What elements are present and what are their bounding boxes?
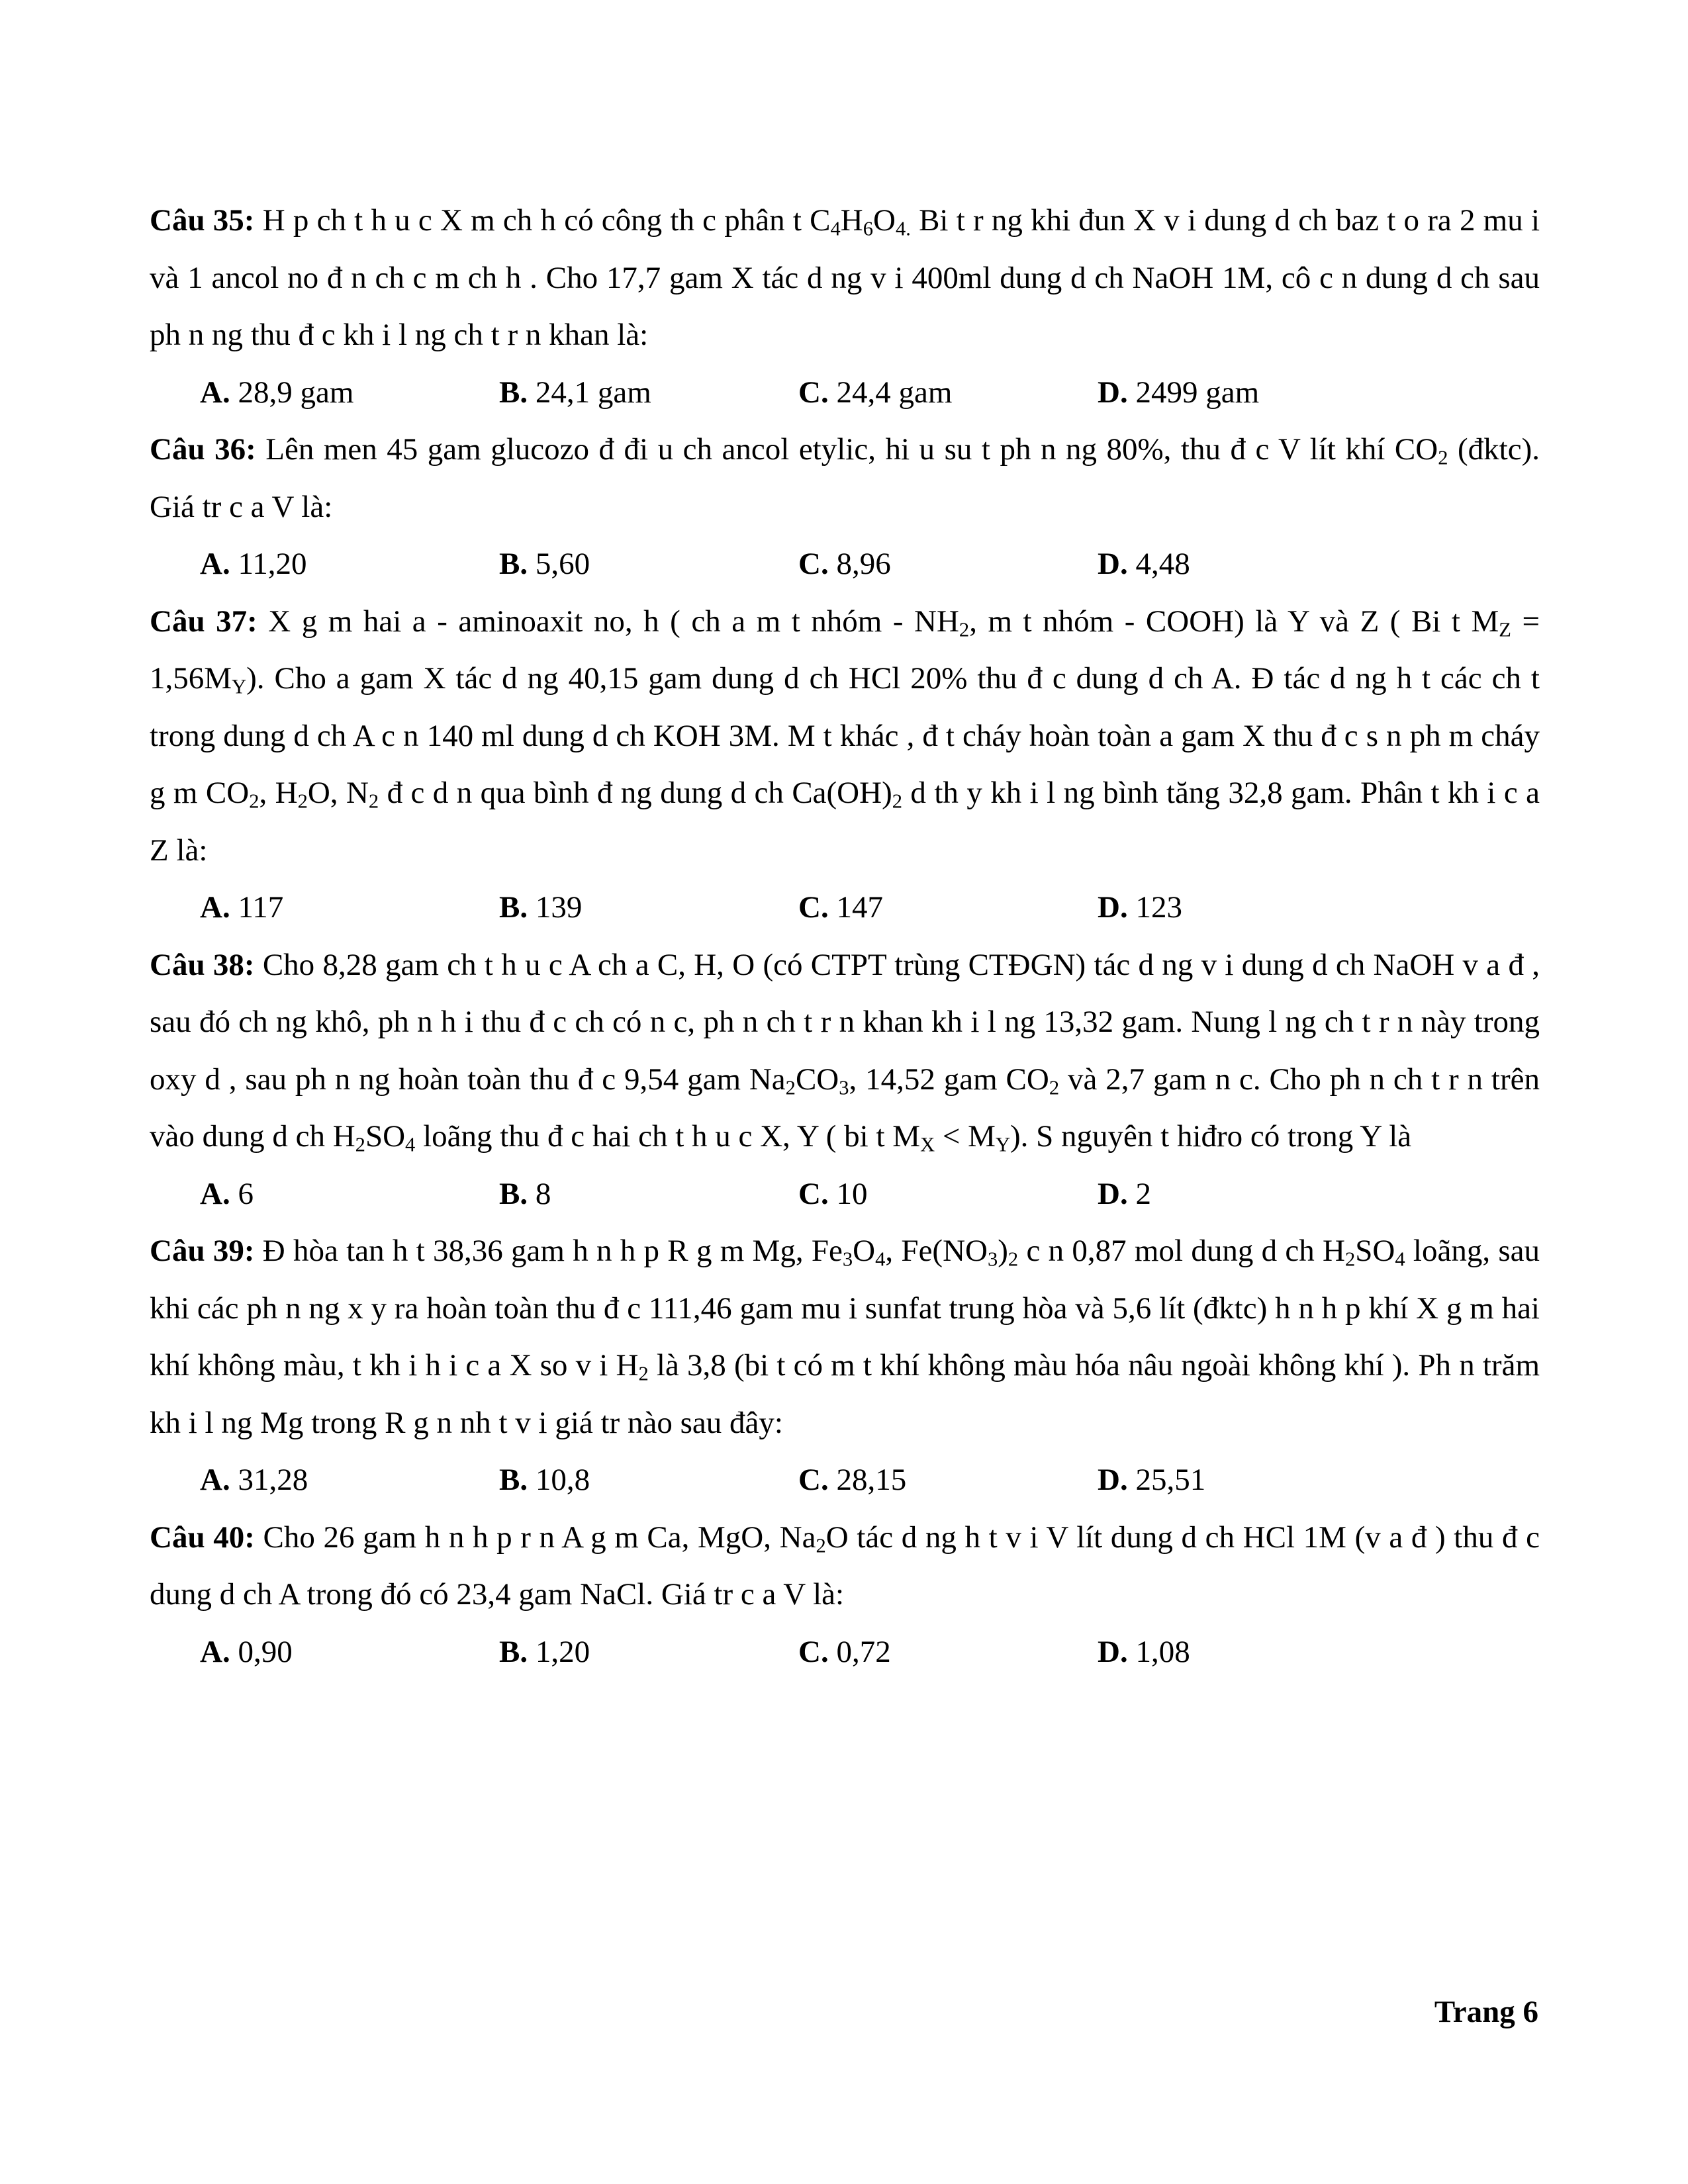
option-b[interactable]: B. 1,20 bbox=[499, 1634, 590, 1669]
question-label: Câu 38: bbox=[150, 947, 255, 982]
question-label: Câu 39: bbox=[150, 1234, 255, 1268]
question-38 bbox=[150, 936, 1540, 1223]
option-b[interactable]: B. 8 bbox=[499, 1176, 551, 1211]
question-stem: Câu 38: Cho 8,28 gam ch t h u c A ch a C, H, O (có CTPT trùng CTĐGN) tác d ng v i dung d ch NaOH v a đ , sau đó ch ng khô, ph n h i thu đ c ch có n c, ph n ch t r n khan kh i l ng 13,32 gam. Nung l ng ch t r n này trong oxy d , sau ph n ng hoàn toàn thu đ c 9,54 gam $Na_2CO_3$, 14,52 gam $CO_2$ và 2,7 gam n c. Cho ph n ch t r n trên vào dung d ch $H_2SO_4$ loãng thu đ c hai ch t h u c X, Y ( bi t $M_X < M_Y$). S nguyên t hiđro có trong Y là bbox=[150, 947, 1540, 1156]
option-a[interactable]: A. 0,90 bbox=[200, 1634, 293, 1669]
option-c[interactable]: C. 147 bbox=[798, 890, 883, 925]
question-label: Câu 40: bbox=[150, 1520, 255, 1555]
option-a[interactable]: A. 117 bbox=[200, 890, 284, 925]
answer-options bbox=[150, 1451, 1540, 1509]
question-stem: Câu 37: X g m hai a - aminoaxit no, h ( ch a m t nhóm - $NH_2$, m t nhóm - COOH) là Y và Z ( Bi t $M_Z = 1,56M_Y$). Cho a gam X tác d ng 40,15 gam dung d ch HCl 20% thu đ c dung d ch A. Đ tác d ng h t các ch t trong dung d ch A c n 140 ml dung d ch KOH 3M. M t khác , đ t cháy hoàn toàn a gam X thu đ c s n ph m cháy g m $CO_2$, $H_2O$, $N_2$ đ c d n qua bình đ ng dung d ch $Ca(OH)_2$ d th y kh i l ng bình tăng 32,8 gam. Phân t kh i c a Z là: bbox=[150, 604, 1540, 868]
question-stem: Câu 35: H p ch t h u c X m ch h có công th c phân t $C_4H_6O_{4.}$ Bi t r ng khi đun X v i dung d ch baz t o ra 2 mu i và 1 ancol no đ n ch c m ch h . Cho 17,7 gam X tác d ng v i 400ml dung d ch NaOH 1M, cô c n dung d ch sau ph n ng thu đ c kh i l ng ch t r n khan là: bbox=[150, 203, 1540, 352]
question-list bbox=[150, 192, 1540, 1680]
question-36 bbox=[150, 421, 1540, 593]
answer-options bbox=[150, 879, 1540, 936]
question-stem: Câu 36: Lên men 45 gam glucozo đ đi u ch ancol etylic, hi u su t ph n ng 80%, thu đ c V lít khí $CO_2$ (đktc). Giá tr c a V là: bbox=[150, 432, 1540, 524]
option-d[interactable]: D. 2499 gam bbox=[1098, 375, 1260, 410]
option-b[interactable]: B. 5,60 bbox=[499, 547, 590, 581]
answer-options bbox=[150, 364, 1540, 422]
option-a[interactable]: A. 31,28 bbox=[200, 1463, 308, 1497]
option-a[interactable]: A. 6 bbox=[200, 1176, 254, 1211]
question-35 bbox=[150, 192, 1540, 421]
question-stem: Câu 40: Cho 26 gam h n h p r n A g m Ca, MgO, $Na_2O$ tác d ng h t v i V lít dung d ch HCl 1M (v a đ ) thu đ c dung d ch A trong đó có 23,4 gam NaCl. Giá tr c a V là: bbox=[150, 1520, 1540, 1612]
question-37 bbox=[150, 593, 1540, 936]
option-c[interactable]: C. 8,96 bbox=[798, 547, 891, 581]
option-c[interactable]: C. 10 bbox=[798, 1176, 868, 1211]
option-c[interactable]: C. 0,72 bbox=[798, 1634, 891, 1669]
option-d[interactable]: D. 2 bbox=[1098, 1176, 1151, 1211]
option-b[interactable]: B. 24,1 gam bbox=[499, 375, 651, 410]
option-d[interactable]: D. 1,08 bbox=[1098, 1634, 1190, 1669]
option-d[interactable]: D. 4,48 bbox=[1098, 547, 1190, 581]
question-stem: Câu 39: Đ hòa tan h t 38,36 gam h n h p R g m Mg, $Fe_3O_4$, $Fe(NO_3)_2$ c n 0,87 mol dung d ch $H_2SO_4$ loãng, sau khi các ph n ng x y ra hoàn toàn thu đ c 111,46 gam mu i sunfat trung hòa và 5,6 lít (đktc) h n h p khí X g m hai khí không màu, t kh i h i c a X so v i $H_2$ là 3,8 (bi t có m t khí không màu hóa nâu ngoài không khí ). Ph n trăm kh i l ng Mg trong R g n nh t v i giá tr nào sau đây: bbox=[150, 1234, 1540, 1440]
option-a[interactable]: A. 11,20 bbox=[200, 547, 307, 581]
option-d[interactable]: D. 123 bbox=[1098, 890, 1182, 925]
answer-options bbox=[150, 535, 1540, 593]
answer-options bbox=[150, 1165, 1540, 1223]
question-label: Câu 36: bbox=[150, 432, 256, 467]
page-number: Trang 6 bbox=[1434, 1995, 1538, 2029]
answer-options bbox=[150, 1623, 1540, 1681]
option-d[interactable]: D. 25,51 bbox=[1098, 1463, 1206, 1497]
option-c[interactable]: C. 24,4 gam bbox=[798, 375, 953, 410]
option-b[interactable]: B. 139 bbox=[499, 890, 583, 925]
option-c[interactable]: C. 28,15 bbox=[798, 1463, 907, 1497]
option-a[interactable]: A. 28,9 gam bbox=[200, 375, 354, 410]
question-39 bbox=[150, 1222, 1540, 1509]
question-label: Câu 35: bbox=[150, 203, 255, 238]
question-label: Câu 37: bbox=[150, 604, 258, 639]
option-b[interactable]: B. 10,8 bbox=[499, 1463, 590, 1497]
question-40 bbox=[150, 1509, 1540, 1681]
